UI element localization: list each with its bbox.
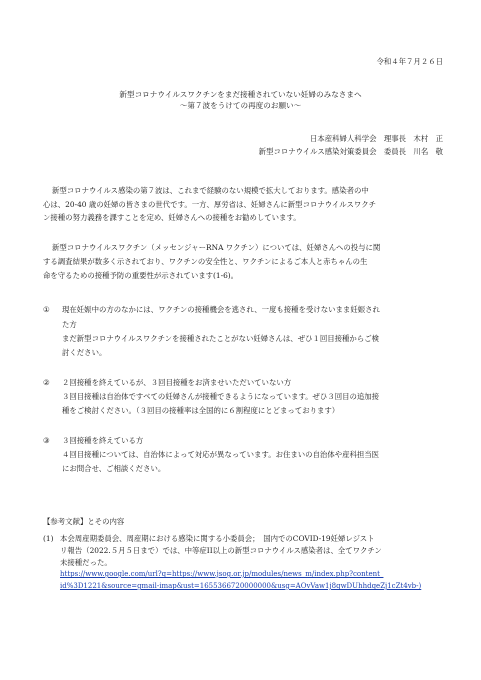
paragraph-line: 新型コロナウイルス感染の第７波は、これまで経験のない規模で拡大しております。感染者の中 (52, 186, 369, 195)
reference-line: リ報告（2022.５月５日まで）では、中等症II以上の新型コロナウイルス感染者は、全てワクチン (60, 546, 382, 555)
paragraph-line: 心は、20-40 歳の妊婦の皆さまの世代です。一方、厚労省は、妊婦さんに新型コロナウイルスワクチ (43, 200, 377, 209)
item-line: まだ新型コロナウイルスワクチンを接種されたことがない妊婦さんは、ぜひ１回目接種からご検 (62, 334, 379, 343)
reference-link[interactable]: id%3D1221&source=gmail-imap&ust=1655366720000000&usg=AOvVaw1j8qwDUhhdqeZj1cZt4vb-) (60, 582, 422, 590)
document-title: 新型コロナウイルスワクチンをまだ接種されていない妊婦のみなさまへ (119, 90, 362, 99)
document-subtitle: ～第７波をうけての再度のお願い～ (179, 101, 302, 110)
item-marker: ② (43, 378, 50, 387)
date: 令和４年７月２６日 (376, 57, 443, 66)
paragraph-line: ン接種の努力義務を課すことを定め、妊婦さんへの接種をお勧めしています。 (43, 213, 301, 222)
references-heading: 【参考文献】とその内容 (43, 517, 125, 526)
item-line: ４回目接種については、自治体によって対応が異なっています。お住まいの自治体や産科担当医 (62, 450, 380, 459)
reference-line: 本会周産期委員会、周産期における感染に関する小委員会； 国内でのCOVID-19妊婦レジスト (60, 534, 375, 543)
item-line: ３回目接種は自治体ですべての妊婦さんが接種できるようになっています。ぜひ３回目の追加接 (62, 392, 380, 401)
reference-line: 未接種だった。 (60, 558, 112, 567)
item-line: た方 (62, 320, 77, 329)
item-line: ３回接種を終えている方 (62, 436, 144, 445)
author-line: 新型コロナウイルス感染対策委員会 委員長 川名 敬 (258, 147, 443, 156)
item-marker: ① (43, 305, 50, 314)
item-line: にお問合せ、ご相談ください。 (62, 464, 166, 473)
reference-marker: (1) (43, 534, 54, 543)
reference-link[interactable]: https://www.google.com/url?q=https://www.jsog.or.jp/modules/news_m/index.php?content_ (60, 570, 384, 578)
paragraph-line: 新型コロナウイルスワクチン（メッセンジャーRNA ワクチン）については、妊婦さんへの投与に関 (52, 243, 381, 252)
paragraph-line: 命を守るための接種予防の重要性が示されています(1-6)。 (43, 271, 239, 280)
item-line: ２回接種を終えているが、３回目接種をお済ませいただいていない方 (62, 378, 292, 387)
paragraph-line: する調査結果が数多く示されており、ワクチンの安全性と、ワクチンによるご本人と赤ちゃんの生 (43, 257, 368, 266)
author-line: 日本産科婦人科学会 理事長 木村 正 (309, 134, 443, 143)
item-marker: ③ (43, 436, 50, 445)
item-line: 現在妊娠中の方のなかには、ワクチンの接種機会を逃され、一度も接種を受けないまま妊娠され (62, 305, 380, 314)
item-line: 討ください。 (62, 348, 107, 357)
item-line: 種をご検討ください。（３回目の接種率は全国的に６割程度にとどまっております） (62, 406, 340, 415)
